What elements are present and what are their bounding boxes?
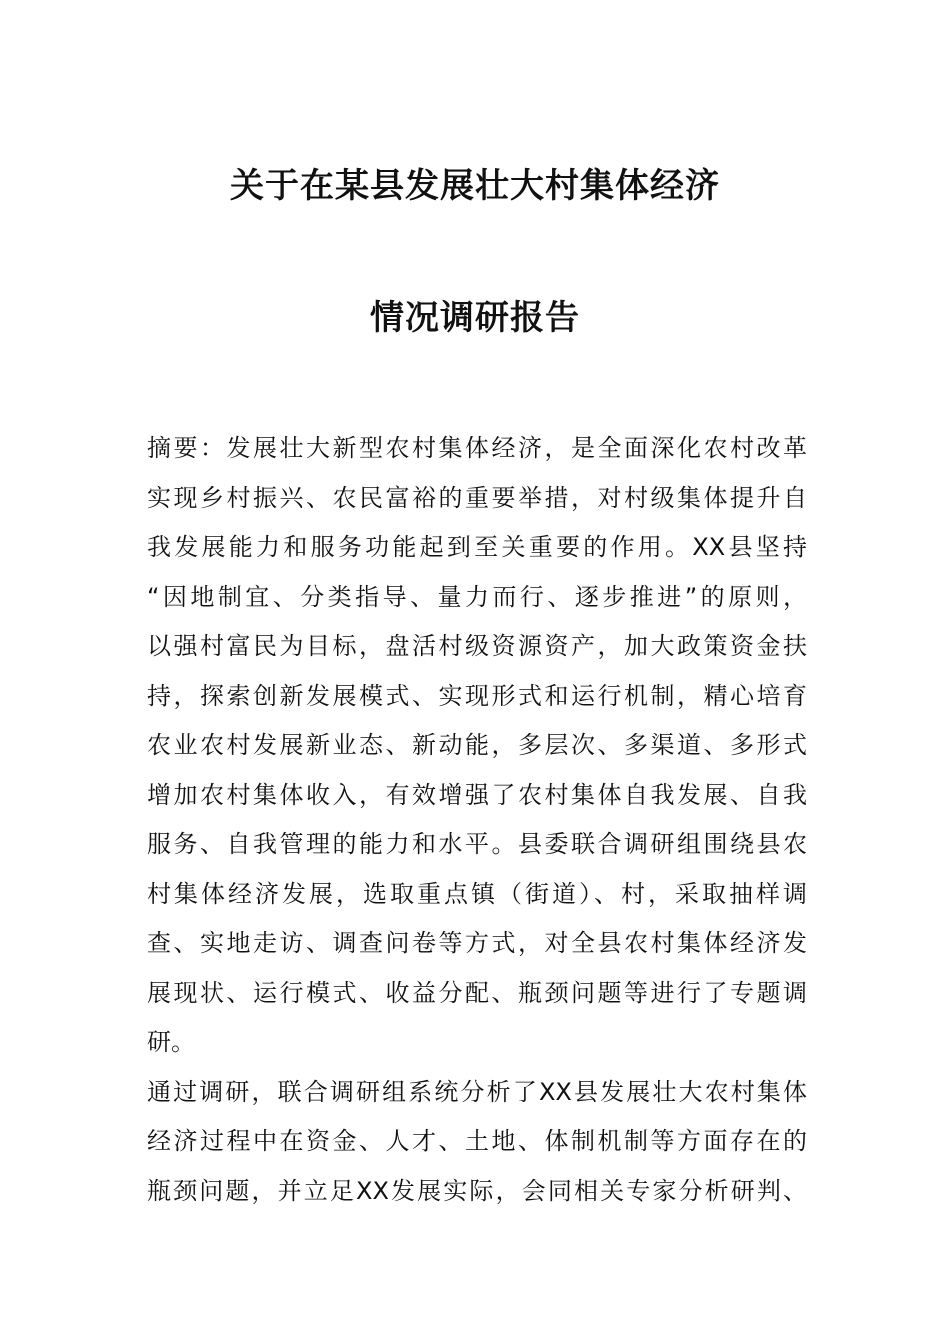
body-line: 摘要：发展壮大新型农村集体经济，是全面深化农村改革 [147,434,807,462]
document-body [147,424,807,1216]
document-title-line-2: 情况调研报告 [370,298,580,338]
body-line: 服务、自我管理的能力和水平。县委联合调研组围绕县农 [147,830,807,858]
body-line: 通过调研，联合调研组系统分析了XX县发展壮大农村集体 [147,1077,807,1106]
body-line: 我发展能力和服务功能起到至关重要的作用。XX县坚持 [147,533,807,561]
body-line: 经济过程中在资金、人才、土地、体制机制等方面存在的 [147,1127,807,1155]
body-line: 村集体经济发展，选取重点镇（街道）、村，采取抽样调 [147,879,807,908]
body-line: 增加农村集体收入，有效增强了农村集体自我发展、自我 [147,780,807,809]
body-line: 瓶颈问题，并立足XX发展实际，会同相关专家分析研判、 [147,1176,807,1205]
body-line: 实现乡村振兴、农民富裕的重要举措，对村级集体提升自 [147,483,807,512]
body-line: 以强村富民为目标，盘活村级资源资产，加大政策资金扶 [147,632,807,660]
document-title-line-1: 关于在某县发展壮大村集体经济 [230,166,720,206]
body-line: “因地制宜、分类指导、量力而行、逐步推进”的原则， [147,582,807,611]
body-line: 持，探索创新发展模式、实现形式和运行机制，精心培育 [147,681,807,710]
body-line: 农业农村发展新业态、新动能，多层次、多渠道、多形式 [147,731,807,759]
body-line: 研。 [147,1028,195,1056]
body-line: 查、实地走访、调查问卷等方式，对全县农村集体经济发 [147,929,807,957]
body-line: 展现状、运行模式、收益分配、瓶颈问题等进行了专题调 [147,978,807,1007]
